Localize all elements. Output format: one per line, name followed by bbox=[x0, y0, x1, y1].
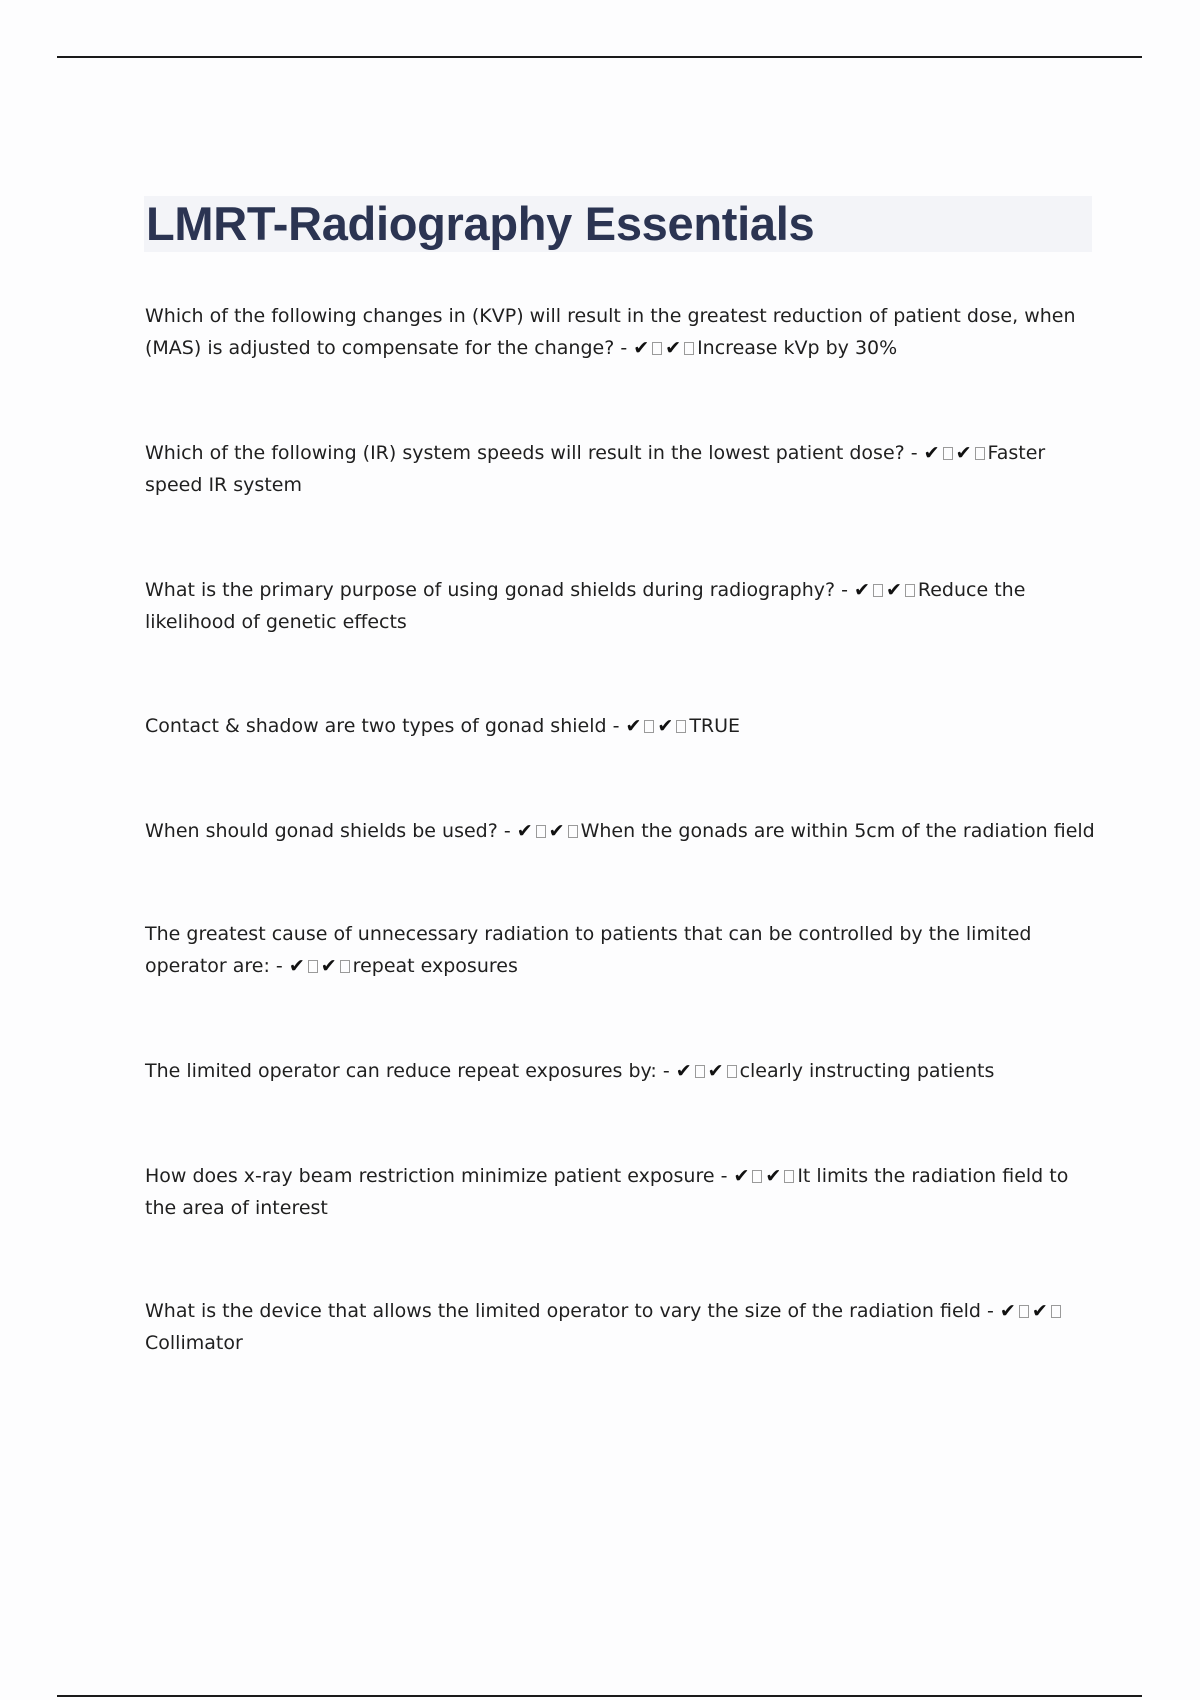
question-text: How does x-ray beam restriction minimize patient exposure bbox=[145, 1165, 715, 1187]
qa-item bbox=[145, 815, 1095, 847]
box-icon bbox=[684, 342, 694, 355]
separator: - bbox=[980, 1300, 1000, 1322]
box-icon bbox=[727, 1065, 737, 1078]
qa-item bbox=[145, 1160, 1095, 1224]
answer-text: It limits the radiation field to the area of interest bbox=[145, 1165, 1069, 1219]
check-icon: ✔ bbox=[675, 1060, 692, 1082]
answer-text: repeat exposures bbox=[352, 955, 518, 977]
check-icon: ✔ bbox=[657, 715, 674, 737]
box-icon bbox=[752, 1170, 762, 1183]
check-icon: ✔ bbox=[765, 1165, 782, 1187]
document-title: LMRT-Radiography Essentials bbox=[146, 197, 815, 250]
qa-item bbox=[145, 437, 1095, 501]
box-icon bbox=[943, 447, 953, 460]
check-icon: ✔ bbox=[854, 579, 870, 601]
separator: - bbox=[835, 579, 855, 601]
separator: - bbox=[714, 1165, 734, 1187]
box-icon bbox=[568, 825, 578, 838]
separator: - bbox=[904, 442, 924, 464]
check-icon: ✔ bbox=[288, 955, 305, 977]
box-icon bbox=[536, 825, 546, 838]
question-text: The greatest cause of unnecessary radiation to patients that can be controlled by the limited operator are: bbox=[145, 923, 1032, 977]
box-icon bbox=[676, 720, 686, 733]
qa-item bbox=[145, 300, 1095, 364]
box-icon bbox=[340, 960, 350, 973]
question-text: The limited operator can reduce repeat exposures by: bbox=[145, 1060, 657, 1082]
question-text: What is the device that allows the limited operator to vary the size of the radiation field bbox=[145, 1300, 981, 1322]
question-text: Which of the following (IR) system speeds will result in the lowest patient dose? bbox=[145, 442, 905, 464]
check-icon: ✔ bbox=[885, 579, 902, 601]
separator: - bbox=[497, 820, 517, 842]
answer-text: Increase kVp by 30% bbox=[697, 337, 898, 359]
answer-text: TRUE bbox=[689, 715, 741, 737]
check-icon: ✔ bbox=[1031, 1300, 1048, 1322]
answer-text: Collimator bbox=[145, 1332, 243, 1354]
box-icon bbox=[905, 584, 915, 597]
box-icon bbox=[695, 1065, 705, 1078]
check-icon: ✔ bbox=[516, 820, 533, 842]
answer-text: clearly instructing patients bbox=[739, 1060, 995, 1082]
box-icon bbox=[784, 1170, 794, 1183]
footer-rule bbox=[57, 1695, 1142, 1697]
separator: - bbox=[269, 955, 289, 977]
check-icon: ✔ bbox=[633, 337, 650, 359]
qa-item bbox=[145, 918, 1095, 982]
box-icon bbox=[308, 960, 318, 973]
check-icon: ✔ bbox=[923, 442, 940, 464]
qa-item bbox=[145, 574, 1095, 638]
check-icon: ✔ bbox=[548, 820, 565, 842]
check-icon: ✔ bbox=[955, 442, 972, 464]
separator: - bbox=[614, 337, 634, 359]
check-icon: ✔ bbox=[665, 337, 682, 359]
question-text: Which of the following changes in (KVP) will result in the greatest reduction of patient dose, when (MAS) is adjusted to compensate for the change? bbox=[145, 305, 1076, 359]
check-icon: ✔ bbox=[999, 1300, 1016, 1322]
answer-text: Reduce the likelihood of genetic effects bbox=[145, 579, 1026, 633]
qa-item bbox=[145, 1295, 1095, 1359]
separator: - bbox=[606, 715, 626, 737]
box-icon bbox=[873, 584, 883, 597]
question-text: When should gonad shields be used? bbox=[145, 820, 498, 842]
question-text: What is the primary purpose of using gonad shields during radiography? bbox=[145, 579, 836, 601]
check-icon: ✔ bbox=[320, 955, 337, 977]
qa-item bbox=[145, 1055, 1095, 1087]
box-icon bbox=[1019, 1305, 1029, 1318]
check-icon: ✔ bbox=[733, 1165, 750, 1187]
qa-item bbox=[145, 710, 1095, 742]
answer-text: Faster speed IR system bbox=[145, 442, 1046, 496]
box-icon bbox=[1051, 1305, 1061, 1318]
box-icon bbox=[652, 342, 662, 355]
title-banner bbox=[144, 196, 1092, 252]
answer-text: When the gonads are within 5cm of the radiation field bbox=[580, 820, 1095, 842]
separator: - bbox=[656, 1060, 676, 1082]
box-icon bbox=[644, 720, 654, 733]
question-text: Contact & shadow are two types of gonad shield bbox=[145, 715, 607, 737]
check-icon: ✔ bbox=[707, 1060, 724, 1082]
header-rule bbox=[57, 56, 1142, 58]
box-icon bbox=[975, 447, 985, 460]
check-icon: ✔ bbox=[625, 715, 642, 737]
